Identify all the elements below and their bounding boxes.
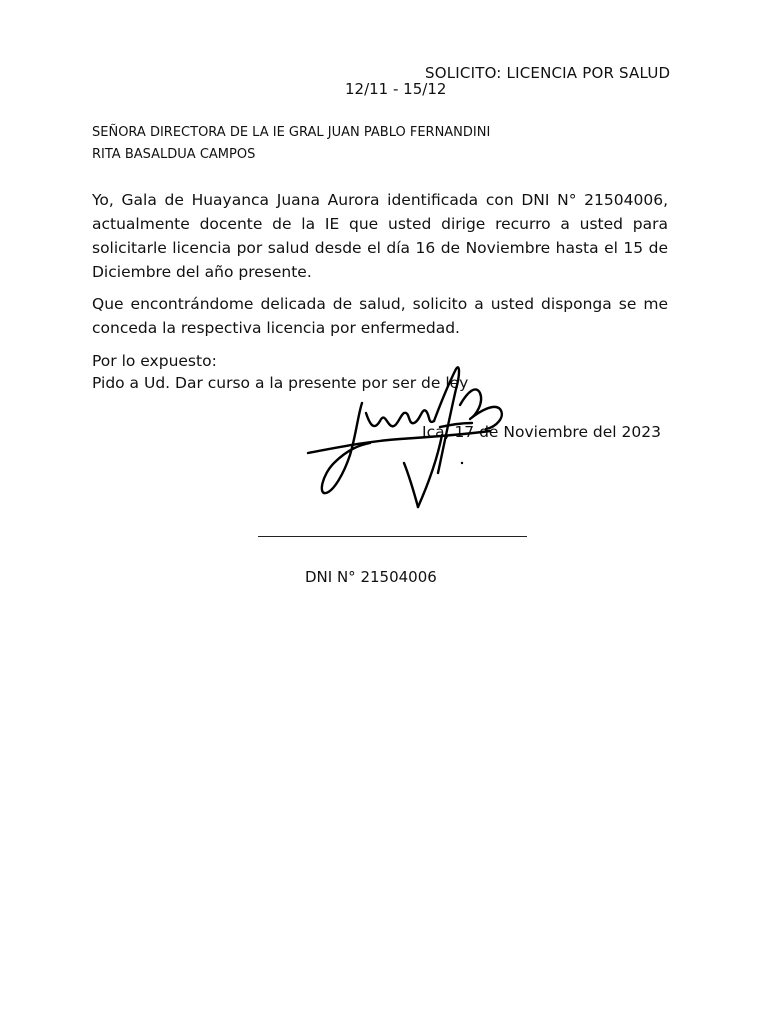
place-date: Ica, 17 de Noviembre del 2023 [422, 423, 661, 441]
recipient-line-1: SEÑORA DIRECTORA DE LA IE GRAL JUAN PABLO FERNANDINI [92, 125, 491, 140]
date-range: 12/11 - 15/12 [345, 80, 447, 98]
closing-line-1: Por lo expuesto: [92, 352, 217, 370]
subject-line: SOLICITO: LICENCIA POR SALUD [425, 64, 671, 82]
signature-icon [300, 355, 530, 515]
signature-line [258, 536, 527, 537]
recipient-line-2: RITA BASALDUA CAMPOS [92, 147, 256, 162]
closing-line-2: Pido a Ud. Dar curso a la presente por ser de ley [92, 374, 469, 392]
body-paragraph-2: Que encontrándome delicada de salud, solicito a usted disponga se me conceda la respectiva licencia por enfermedad. [92, 295, 668, 337]
signature-dni: DNI N° 21504006 [305, 568, 437, 586]
body-paragraph-1: Yo, Gala de Huayanca Juana Aurora identificada con DNI N° 21504006, actualmente docente de la IE que usted dirige recurro a usted para solicitarle licencia por salud desde el día 16 de Noviembre hasta el 15 de Diciembre del año presente. [92, 191, 668, 281]
